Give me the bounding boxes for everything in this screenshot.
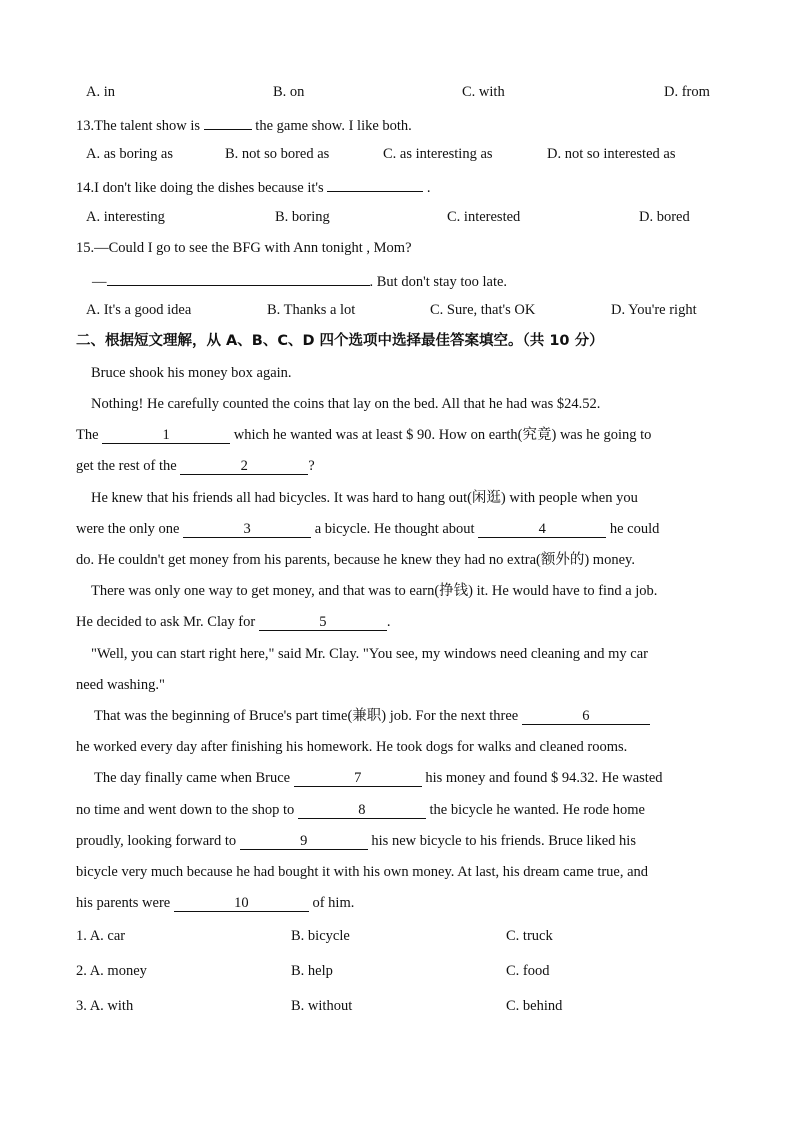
q1-option-a: 1. A. car [76, 928, 126, 944]
passage-p7a [94, 769, 663, 787]
passage-p3c: do. He couldn't get money from his parents, because he knew they had no extra(额外的) money. [76, 552, 635, 568]
passage-p6a [94, 707, 650, 725]
q14-stem [76, 176, 431, 197]
q2-option-a: 2. A. money [76, 963, 147, 979]
q3-option-c: C. behind [506, 998, 563, 1014]
passage-text: The [76, 427, 103, 443]
q15-dash: — [92, 274, 107, 290]
blank-6: 6 [522, 708, 650, 725]
q12-option-b: B. on [273, 84, 305, 100]
q14-blank [327, 176, 423, 192]
passage-text: That was the beginning of Bruce's part time(兼职) job. For the next three [94, 708, 522, 724]
q13-stem [76, 114, 412, 135]
q14-text-after: . [423, 180, 431, 196]
passage-text: of him. [308, 895, 355, 911]
q13-text-after: the game show. I like both. [251, 118, 412, 134]
passage-text: were the only one [76, 521, 184, 537]
passage-text: a bicycle. He thought about [311, 521, 479, 537]
passage-p7e [76, 894, 354, 912]
q15-option-a: A. It's a good idea [86, 302, 192, 318]
passage-p7d: bicycle very much because he had bought it with his own money. At last, his dream came true, and [76, 864, 649, 880]
q14-option-d: D. bored [639, 209, 690, 225]
passage-text: his new bicycle to his friends. Bruce liked his [367, 833, 636, 849]
passage-text: he could [606, 521, 660, 537]
passage-p7c [76, 832, 636, 850]
passage-text: The day finally came when Bruce [94, 770, 294, 786]
q12-option-d: D. from [664, 84, 710, 100]
blank-2: 2 [180, 458, 308, 475]
blank-4: 4 [478, 521, 606, 538]
q13-blank [204, 114, 252, 130]
blank-10: 10 [174, 895, 309, 912]
q13-option-a: A. as boring as [86, 146, 173, 162]
q15-option-c: C. Sure, that's OK [430, 302, 536, 318]
q15-option-b: B. Thanks a lot [267, 302, 356, 318]
passage-text: proudly, looking forward to [76, 833, 240, 849]
q15-option-d: D. You're right [611, 302, 697, 318]
section2-heading: 二、根据短文理解，从 A、B、C、D 四个选项中选择最佳答案填空。（共 10 分） [76, 333, 604, 349]
passage-p3a: He knew that his friends all had bicycles. It was hard to hang out(闲逛) with people when you [91, 490, 638, 506]
passage-p4a: There was only one way to get money, and that was to earn(挣钱) it. He would have to find a job. [91, 583, 658, 599]
passage-text: He decided to ask Mr. Clay for [76, 614, 259, 630]
blank-5: 5 [259, 614, 387, 631]
q3-option-b: B. without [291, 998, 353, 1014]
q15-blank [107, 270, 370, 286]
q1-option-c: C. truck [506, 928, 553, 944]
passage-p2b [76, 426, 651, 444]
q14-option-c: C. interested [447, 209, 521, 225]
passage-text: his money and found $ 94.32. He wasted [421, 770, 663, 786]
passage-p5b: need washing." [76, 677, 165, 693]
passage-p5a: "Well, you can start right here," said Mr. Clay. "You see, my windows need cleaning and my car [91, 646, 648, 662]
blank-8: 8 [298, 802, 426, 819]
blank-7: 7 [294, 770, 422, 787]
q1-option-b: B. bicycle [291, 928, 350, 944]
passage-p7b [76, 801, 645, 819]
q14-text-before: 14.I don't like doing the dishes because it's [76, 180, 328, 196]
passage-p2c [76, 457, 315, 475]
q14-option-a: A. interesting [86, 209, 165, 225]
q13-text-before: 13.The talent show is [76, 118, 204, 134]
blank-1: 1 [102, 427, 230, 444]
passage-p2a: Nothing! He carefully counted the coins that lay on the bed. All that he had was $24.52. [91, 396, 601, 412]
passage-p3b [76, 520, 659, 538]
q15-response [92, 270, 507, 291]
q2-option-b: B. help [291, 963, 333, 979]
blank-9: 9 [240, 833, 368, 850]
passage-p4b [76, 613, 390, 631]
passage-text: the bicycle he wanted. He rode home [425, 802, 645, 818]
q13-option-c: C. as interesting as [383, 146, 493, 162]
passage-p1: Bruce shook his money box again. [91, 365, 292, 381]
q12-option-a: A. in [86, 84, 115, 100]
blank-3: 3 [183, 521, 311, 538]
q3-option-a: 3. A. with [76, 998, 134, 1014]
q15-text-after: . But don't stay too late. [369, 274, 508, 290]
q12-option-c: C. with [462, 84, 505, 100]
passage-text: no time and went down to the shop to [76, 802, 298, 818]
q13-option-d: D. not so interested as [547, 146, 676, 162]
passage-text: ? [308, 458, 315, 474]
q14-option-b: B. boring [275, 209, 330, 225]
passage-text: get the rest of the [76, 458, 181, 474]
passage-text: his parents were [76, 895, 174, 911]
q2-option-c: C. food [506, 963, 550, 979]
passage-text: which he wanted was at least $ 90. How on earth(究竟) was he going to [230, 427, 652, 443]
q15-stem: 15.—Could I go to see the BFG with Ann tonight , Mom? [76, 240, 412, 256]
passage-p6b: he worked every day after finishing his homework. He took dogs for walks and cleaned rooms. [76, 739, 628, 755]
passage-text: . [386, 614, 391, 630]
q13-option-b: B. not so bored as [225, 146, 330, 162]
